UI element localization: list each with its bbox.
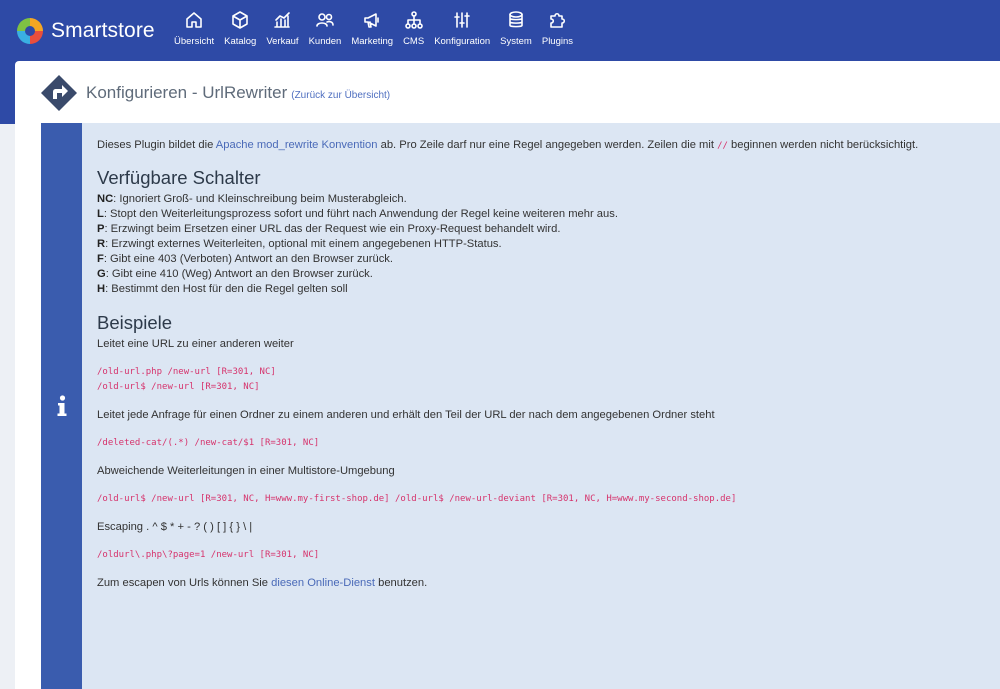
- example-code: /oldurl\.php\?page=1 /new-url [R=301, NC]: [97, 550, 320, 560]
- megaphone-icon: [362, 10, 382, 30]
- nav-label: Marketing: [351, 36, 394, 47]
- example-code: /old-url$ /new-url [R=301, NC]: [97, 382, 260, 392]
- home-icon: [184, 10, 204, 30]
- example-code: /old-url$ /new-url [R=301, NC, H=www.my-first-shop.de] /old-url$ /new-url-deviant [R=301, NC, H=www.my-second-shop.de]: [97, 494, 737, 504]
- switches-heading: Verfügbare Schalter: [97, 167, 261, 188]
- nav-item-catalog[interactable]: [220, 10, 260, 47]
- examples-heading: Beispiele: [97, 312, 173, 333]
- switch-item: L: Stopt den Weiterleitungsprozess sofort und führt nach Anwendung der Regel keine weiteren mehr aus.: [97, 208, 618, 220]
- example-code: /old-url.php /new-url [R=301, NC]: [97, 367, 276, 377]
- switch-item: P: Erzwingt beim Ersetzen einer URL das der Request wie ein Proxy-Request behandelt wird.: [97, 223, 561, 235]
- content-card: [15, 61, 1000, 689]
- example-code: /deleted-cat/(.*) /new-cat/$1 [R=301, NC]: [97, 438, 320, 448]
- chart-icon: [272, 10, 292, 30]
- nav-label: Verkauf: [266, 36, 299, 47]
- page-title: Konfigurieren - UrlRewriter: [86, 83, 288, 102]
- main-nav: [170, 10, 579, 47]
- info-stripe: [41, 123, 82, 689]
- nav-label: Konfiguration: [434, 36, 491, 47]
- footer-text: Zum escapen von Urls können Sie diesen Online-Dienst benutzen.: [97, 577, 428, 589]
- nav-item-marketing[interactable]: [347, 10, 397, 47]
- nav-label: CMS: [403, 36, 425, 47]
- nav-item-cms[interactable]: [399, 10, 428, 47]
- top-navbar: [0, 0, 1000, 61]
- puzzle-icon: [547, 10, 567, 30]
- back-to-overview-link[interactable]: (Zurück zur Übersicht): [291, 89, 391, 101]
- brand-name: Smartstore: [51, 19, 155, 42]
- intro-text: Dieses Plugin bildet die Apache mod_rewrite Konvention ab. Pro Zeile darf nur eine Regel angegeben werden. Zeilen die mit // beginnen werden nicht berücksichtigt.: [97, 139, 919, 151]
- nav-item-configuration[interactable]: [430, 10, 494, 47]
- redirect-arrow-icon: [40, 74, 78, 112]
- comment-prefix-code: //: [717, 141, 728, 151]
- nav-item-overview[interactable]: [170, 10, 218, 47]
- switch-item: NC: Ignoriert Groß- und Kleinschreibung beim Musterabgleich.: [97, 193, 407, 205]
- info-content: [97, 138, 997, 591]
- smartstore-logo-icon: [15, 16, 45, 46]
- sliders-icon: [452, 10, 472, 30]
- nav-item-plugins[interactable]: [538, 10, 577, 47]
- users-icon: [315, 10, 335, 30]
- apache-mod-rewrite-link[interactable]: Apache mod_rewrite Konvention: [215, 139, 378, 151]
- switch-item: G: Gibt eine 410 (Weg) Antwort an den Browser zurück.: [97, 268, 373, 280]
- switch-item: R: Erzwingt externes Weiterleiten, optional mit einem angegebenen HTTP-Status.: [97, 238, 502, 250]
- nav-label: System: [500, 36, 532, 47]
- nav-label: Kunden: [308, 36, 342, 47]
- example-description: Leitet jede Anfrage für einen Ordner zu einem anderen und erhält den Teil der URL der nach dem angegebenen Ordner steht: [97, 409, 715, 421]
- sitemap-icon: [404, 10, 424, 30]
- page-header: [40, 75, 390, 111]
- nav-item-system[interactable]: [496, 10, 536, 47]
- cube-icon: [230, 10, 250, 30]
- example-description: Abweichende Weiterleitungen in einer Multistore-Umgebung: [97, 465, 395, 477]
- info-alert: [41, 123, 1000, 689]
- nav-item-customers[interactable]: [305, 10, 346, 47]
- brand-logo[interactable]: [15, 14, 155, 48]
- switches-list: [97, 192, 997, 297]
- switch-item: F: Gibt eine 403 (Verboten) Antwort an den Browser zurück.: [97, 253, 394, 265]
- nav-item-sales[interactable]: [262, 10, 302, 47]
- nav-label: Katalog: [224, 36, 257, 47]
- info-icon: [56, 395, 68, 417]
- nav-label: Plugins: [541, 36, 574, 47]
- example-description: Leitet eine URL zu einer anderen weiter: [97, 338, 294, 350]
- online-service-link[interactable]: diesen Online-Dienst: [271, 577, 375, 589]
- nav-label: Übersicht: [174, 36, 215, 47]
- database-icon: [506, 10, 526, 30]
- switch-item: H: Bestimmt den Host für den die Regel gelten soll: [97, 283, 348, 295]
- escaping-text: Escaping . ^ $ * + - ? ( ) [ ] { } \ |: [97, 521, 253, 533]
